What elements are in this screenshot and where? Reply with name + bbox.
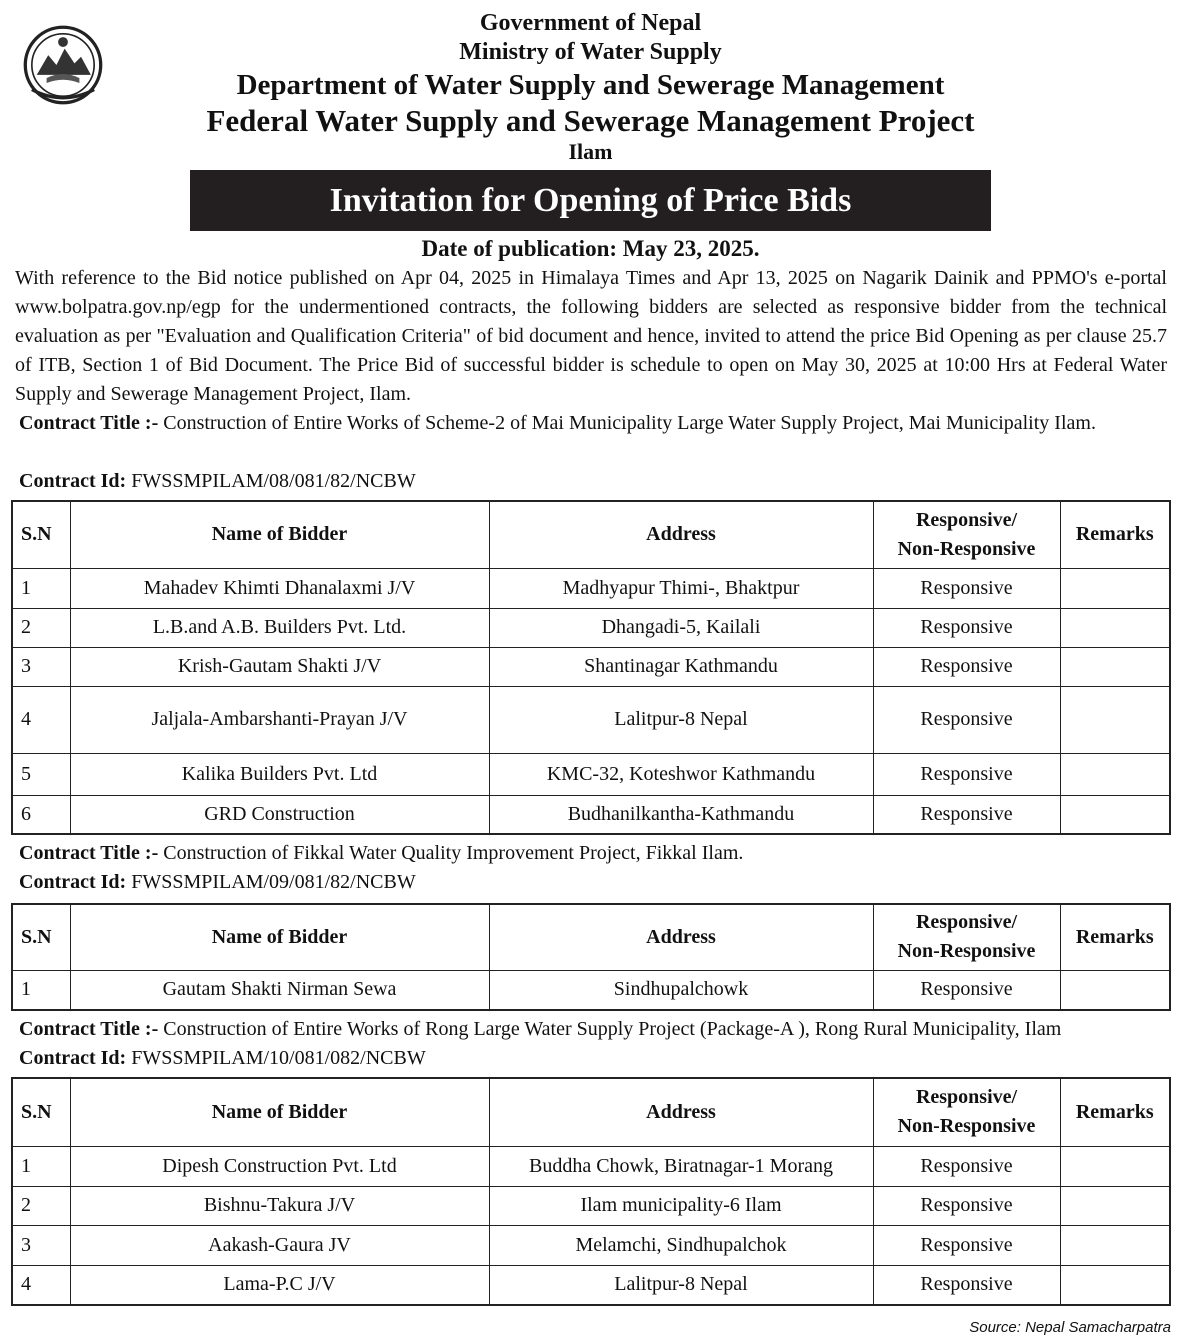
table-row xyxy=(12,1225,1170,1265)
cell-address: Madhyapur Thimi-, Bhaktpur xyxy=(489,568,873,608)
col-responsive: Responsive/ Non-Responsive xyxy=(873,501,1060,568)
contract-title-text: Construction of Entire Works of Rong Large Water Supply Project (Package-A ), Rong Rural Municipality, Ilam xyxy=(163,1018,1062,1040)
cell-address: Dhangadi-5, Kailali xyxy=(489,608,873,647)
col-remarks: Remarks xyxy=(1060,904,1170,970)
cell-address: Ilam municipality-6 Ilam xyxy=(489,1186,873,1225)
publication-date: Date of publication: May 23, 2025. xyxy=(421,236,760,261)
source-credit: Source: Nepal Samacharpatra xyxy=(969,1319,1171,1336)
cell-sn: 2 xyxy=(12,1186,70,1225)
cell-remarks xyxy=(1060,1186,1170,1225)
col-responsive: Responsive/ Non-Responsive xyxy=(873,1078,1060,1146)
cell-status: Responsive xyxy=(873,1146,1060,1186)
col-address: Address xyxy=(489,904,873,970)
cell-remarks xyxy=(1060,1265,1170,1305)
table-header-row xyxy=(12,1078,1170,1146)
bidders-table-3 xyxy=(11,1077,1171,1306)
contract-id-label: Contract Id: xyxy=(19,1047,127,1069)
table-row xyxy=(12,1186,1170,1225)
cell-remarks xyxy=(1060,608,1170,647)
cell-address: Lalitpur-8 Nepal xyxy=(489,686,873,753)
cell-sn: 2 xyxy=(12,608,70,647)
cell-name: Kalika Builders Pvt. Ltd xyxy=(70,753,489,795)
contract-id-text: FWSSMPILAM/08/081/82/NCBW xyxy=(131,470,416,492)
contract-title-label: Contract Title :- xyxy=(19,1018,159,1040)
cell-remarks xyxy=(1060,686,1170,753)
cell-status: Responsive xyxy=(873,1225,1060,1265)
col-responsive: Responsive/ Non-Responsive xyxy=(873,904,1060,970)
table-row xyxy=(12,686,1170,753)
cell-address: Sindhupalchowk xyxy=(489,970,873,1010)
cell-address: Buddha Chowk, Biratnagar-1 Morang xyxy=(489,1146,873,1186)
cell-remarks xyxy=(1060,568,1170,608)
cell-address: Budhanilkantha-Kathmandu xyxy=(489,795,873,834)
table-header-row xyxy=(12,904,1170,970)
cell-status: Responsive xyxy=(873,795,1060,834)
contract-title-text: Construction of Entire Works of Scheme-2 of Mai Municipality Large Water Supply Project, Mai Municipality Ilam. xyxy=(163,412,1096,434)
cell-address: Lalitpur-8 Nepal xyxy=(489,1265,873,1305)
cell-sn: 1 xyxy=(12,1146,70,1186)
contract-id-1 xyxy=(19,467,416,496)
contract-title-text: Construction of Fikkal Water Quality Improvement Project, Fikkal Ilam. xyxy=(163,842,744,864)
header-project: Federal Water Supply and Sewerage Management Project xyxy=(206,103,975,138)
cell-name: Gautam Shakti Nirman Sewa xyxy=(70,970,489,1010)
col-sn: S.N xyxy=(12,904,70,970)
table-header-row xyxy=(12,501,1170,568)
cell-name: Bishnu-Takura J/V xyxy=(70,1186,489,1225)
table-row xyxy=(12,647,1170,686)
contract-title-2 xyxy=(19,839,1169,868)
cell-address: Melamchi, Sindhupalchok xyxy=(489,1225,873,1265)
cell-name: Aakash-Gaura JV xyxy=(70,1225,489,1265)
contract-id-2 xyxy=(19,868,416,897)
bidders-table-2 xyxy=(11,903,1171,1011)
contract-title-1 xyxy=(19,409,1169,438)
cell-sn: 3 xyxy=(12,647,70,686)
col-remarks: Remarks xyxy=(1060,1078,1170,1146)
cell-remarks xyxy=(1060,795,1170,834)
cell-name: Krish-Gautam Shakti J/V xyxy=(70,647,489,686)
cell-status: Responsive xyxy=(873,608,1060,647)
cell-remarks xyxy=(1060,1146,1170,1186)
notice-title-banner: Invitation for Opening of Price Bids xyxy=(190,170,991,231)
cell-status: Responsive xyxy=(873,1186,1060,1225)
cell-status: Responsive xyxy=(873,1265,1060,1305)
cell-address: KMC-32, Koteshwor Kathmandu xyxy=(489,753,873,795)
col-address: Address xyxy=(489,1078,873,1146)
cell-name: Dipesh Construction Pvt. Ltd xyxy=(70,1146,489,1186)
cell-sn: 1 xyxy=(12,970,70,1010)
cell-sn: 5 xyxy=(12,753,70,795)
col-remarks: Remarks xyxy=(1060,501,1170,568)
header-department: Department of Water Supply and Sewerage Management xyxy=(236,69,945,101)
col-sn: S.N xyxy=(12,1078,70,1146)
contract-title-3 xyxy=(19,1015,1169,1044)
table-row xyxy=(12,795,1170,834)
cell-name: Lama-P.C J/V xyxy=(70,1265,489,1305)
contract-title-label: Contract Title :- xyxy=(19,412,159,434)
cell-remarks xyxy=(1060,753,1170,795)
table-row xyxy=(12,1265,1170,1305)
header-government: Government of Nepal xyxy=(479,10,702,36)
contract-title-label: Contract Title :- xyxy=(19,842,159,864)
table-row xyxy=(12,568,1170,608)
header-location: Ilam xyxy=(568,139,613,164)
cell-status: Responsive xyxy=(873,970,1060,1010)
cell-name: L.B.and A.B. Builders Pvt. Ltd. xyxy=(70,608,489,647)
table-row xyxy=(12,1146,1170,1186)
contract-id-label: Contract Id: xyxy=(19,470,127,492)
table-row xyxy=(12,608,1170,647)
cell-name: GRD Construction xyxy=(70,795,489,834)
contract-id-label: Contract Id: xyxy=(19,871,127,893)
cell-status: Responsive xyxy=(873,647,1060,686)
cell-status: Responsive xyxy=(873,568,1060,608)
cell-remarks xyxy=(1060,647,1170,686)
col-name: Name of Bidder xyxy=(70,501,489,568)
col-sn: S.N xyxy=(12,501,70,568)
col-name: Name of Bidder xyxy=(70,904,489,970)
cell-sn: 3 xyxy=(12,1225,70,1265)
cell-status: Responsive xyxy=(873,686,1060,753)
contract-id-text: FWSSMPILAM/10/081/082/NCBW xyxy=(131,1047,426,1069)
header-ministry: Ministry of Water Supply xyxy=(459,39,722,65)
cell-remarks xyxy=(1060,1225,1170,1265)
table-row xyxy=(12,753,1170,795)
contract-id-text: FWSSMPILAM/09/081/82/NCBW xyxy=(131,871,416,893)
col-name: Name of Bidder xyxy=(70,1078,489,1146)
cell-remarks xyxy=(1060,970,1170,1010)
intro-paragraph: With reference to the Bid notice published on Apr 04, 2025 in Himalaya Times and Apr 13, 2025 on Nagarik Dainik and PPMO's e-portal www.bolpatra.gov.np/egp for the undermentioned contracts, the following bidders are selected as responsive bidder from the technical evaluation as per "Evaluation and Qualification Criteria" of bid document and hence, invited to attend the price Bid Opening as per clause 25.7 of ITB, Section 1 of Bid Document. The Price Bid of successful bidder is schedule to open on May 30, 2025 at 10:00 Hrs at Federal Water Supply and Sewerage Management Project, Ilam. xyxy=(15,267,1167,405)
contract-id-3 xyxy=(19,1044,426,1073)
cell-sn: 4 xyxy=(12,1265,70,1305)
cell-name: Mahadev Khimti Dhanalaxmi J/V xyxy=(70,568,489,608)
cell-status: Responsive xyxy=(873,753,1060,795)
cell-name: Jaljala-Ambarshanti-Prayan J/V xyxy=(70,686,489,753)
cell-sn: 1 xyxy=(12,568,70,608)
table-row xyxy=(12,970,1170,1010)
bidders-table-1 xyxy=(11,500,1171,835)
cell-sn: 4 xyxy=(12,686,70,753)
cell-sn: 6 xyxy=(12,795,70,834)
cell-address: Shantinagar Kathmandu xyxy=(489,647,873,686)
col-address: Address xyxy=(489,501,873,568)
